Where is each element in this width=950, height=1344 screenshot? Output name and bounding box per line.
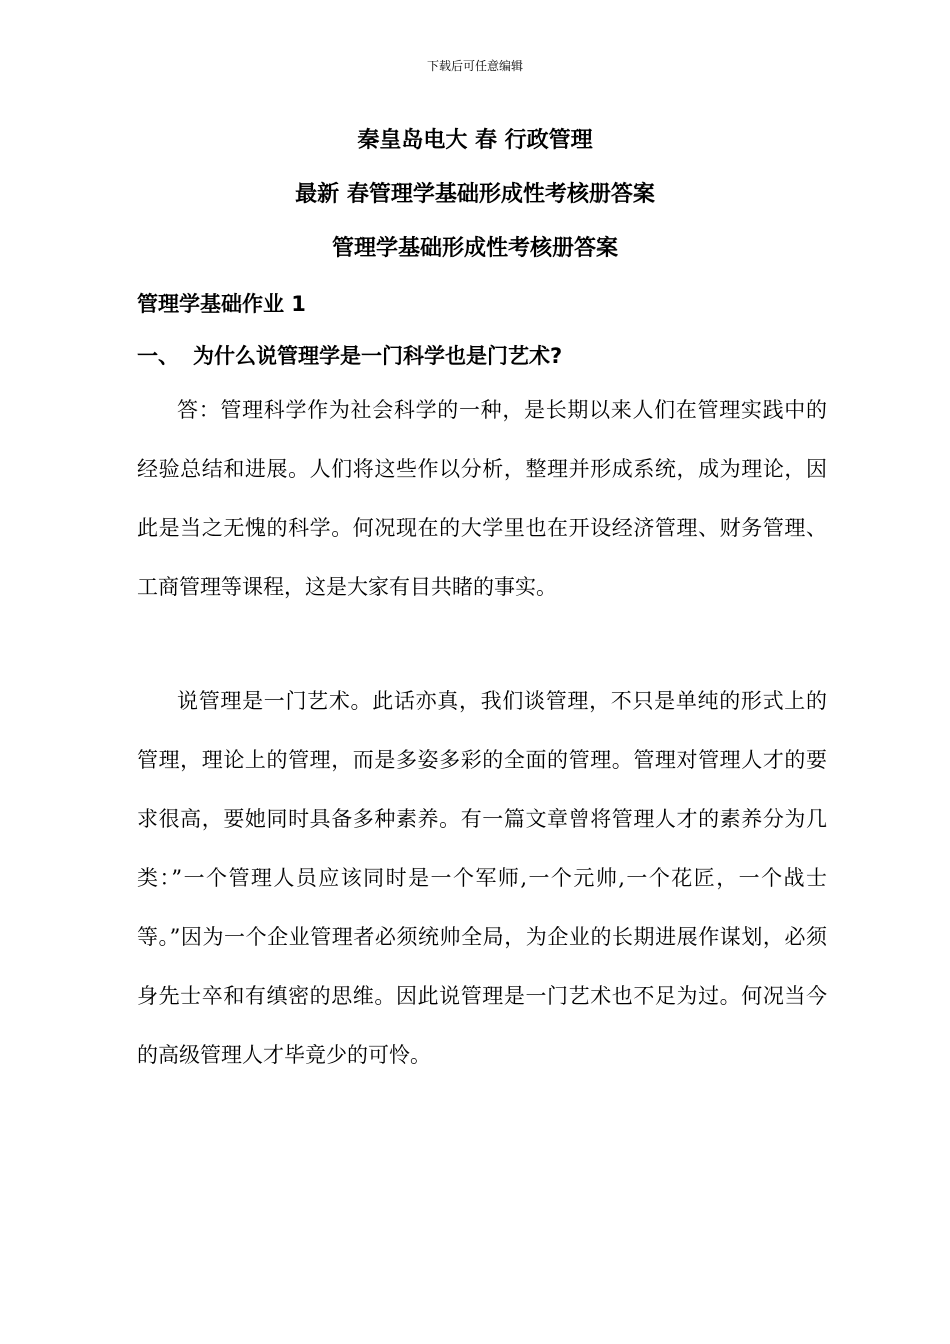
question-text: 为什么说管理学是一门科学也是门艺术? [193,344,563,368]
document-subtitle-2: 管理学基础形成性考核册答案 [331,236,618,261]
document-subtitle: 最新 春管理学基础形成性考核册答案 [295,182,655,207]
header-note: 下载后可任意编辑 [426,59,523,73]
question [137,342,837,370]
answer-paragraph-1: 答：管理科学作为社会科学的一种，是长期以来人们在管理实践中的经验总结和进展。人们将这些作以分析，整理并形成系统，成为理论，因此是当之无愧的科学。何况现在的大学里也在开设经济管理、财务管理、工商管理等课程，这是大家有目共睹的事实。 [137,398,827,599]
document-title: 秦皇岛电大 春 行政管理 [357,128,593,153]
answer-paragraph-2: 说管理是一门艺术。此话亦真，我们谈管理，不只是单纯的形式上的管理，理论上的管理，而是多姿多彩的全面的管理。管理对管理人才的要求很高，要她同时具备多种素养。有一篇文章曾将管理人才的素养分为几类：”一个管理人员应该同时是一个军师,一个元帅,一个花匠，一个战士等。”因为一个企业管理者必须统帅全局，为企业的长期进展作谋划，必须身先士卒和有缜密的思维。因此说管理是一门艺术也不足为过。何况当今的高级管理人才毕竟少的可怜。 [137,689,827,1067]
section-heading: 管理学基础作业 1 [137,292,306,316]
question-number: 一、 [137,344,179,368]
